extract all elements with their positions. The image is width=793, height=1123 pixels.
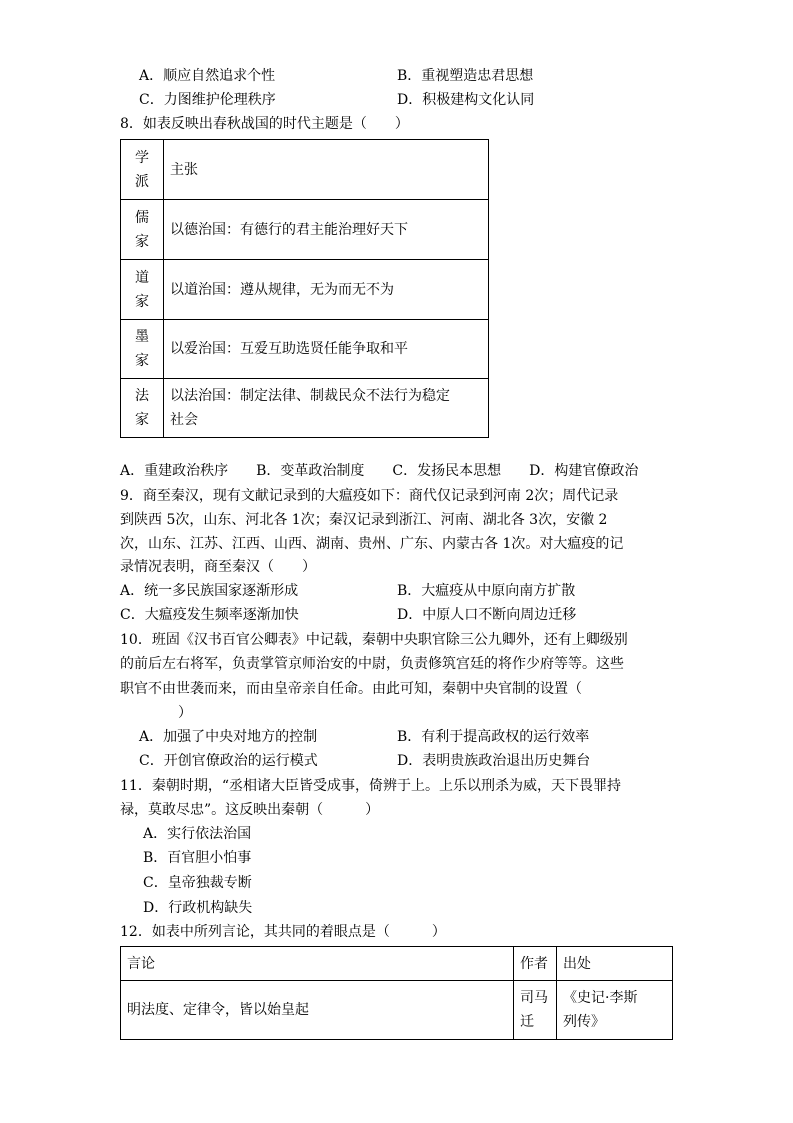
q10-line-4: ） bbox=[178, 705, 192, 721]
q9-line-3: 次，山东、江苏、江西、山西、湖南、贵州、广东、内蒙古各 1次。对大瘟疫的记 bbox=[120, 536, 624, 552]
table-cell: 道 家 bbox=[121, 260, 164, 320]
q8-stem: 8．如表反映出春秋战国的时代主题是（ ） bbox=[120, 116, 409, 132]
q11-option-b: B．百官胆小怕事 bbox=[143, 850, 252, 866]
table-cell: 主张 bbox=[164, 140, 489, 200]
table-cell: 法 家 bbox=[121, 379, 164, 438]
q9-option-d: D．中原人口不断向周边迁移 bbox=[397, 607, 577, 623]
q10-option-b: B．有利于提高政权的运行效率 bbox=[397, 729, 590, 745]
q9-option-a: A．统一多民族国家逐渐形成 bbox=[120, 583, 299, 599]
table-row bbox=[121, 947, 673, 981]
q9-option-c: C．大瘟疫发生频率逐渐加快 bbox=[120, 607, 299, 623]
table-cell: 明法度、定律令，皆以始皇起 bbox=[121, 981, 514, 1040]
table-cell: 言论 bbox=[121, 947, 514, 981]
table-cell: 作者 bbox=[514, 947, 557, 981]
q9-option-b: B．大瘟疫从中原向南方扩散 bbox=[397, 583, 576, 599]
q11-option-d: D．行政机构缺失 bbox=[143, 900, 253, 916]
q7-option-c: C．力图维护伦理秩序 bbox=[139, 92, 276, 108]
table-cell: 以德治国：有德行的君主能治理好天下 bbox=[164, 200, 489, 260]
table-cell: 墨 家 bbox=[121, 320, 164, 379]
q10-option-a: A．加强了中央对地方的控制 bbox=[139, 729, 318, 745]
table-row bbox=[121, 320, 489, 379]
table-cell: 以道治国：遵从规律，无为而无不为 bbox=[164, 260, 489, 320]
q7-option-b: B．重视塑造忠君思想 bbox=[397, 68, 534, 84]
table-row bbox=[121, 260, 489, 320]
q11-line-1: 11．秦朝时期，“丞相诸大臣皆受成事，倚辨于上。上乐以刑杀为威，天下畏罪持 bbox=[120, 778, 621, 794]
q8-options: A．重建政治秩序 B．变革政治制度 C．发扬民本思想 D．构建官僚政治 bbox=[120, 463, 639, 479]
q10-line-2: 的前后左右将军，负责掌管京师治安的中尉，负责修筑宫廷的将作少府等等。这些 bbox=[120, 656, 624, 672]
q10-line-3: 职官不由世袭而来，而由皇帝亲自任命。由此可知，秦朝中央官制的设置（ bbox=[120, 681, 582, 697]
table-cell: 以法治国：制定法律、制裁民众不法行为稳定 社会 bbox=[164, 379, 489, 438]
q7-option-a: A．顺应自然追求个性 bbox=[139, 68, 276, 84]
q11-line-2: 禄，莫敢尽忠”。这反映出秦朝（ ） bbox=[120, 802, 380, 818]
table-cell: 儒 家 bbox=[121, 200, 164, 260]
table-row bbox=[121, 379, 489, 438]
table-cell: 《史记·李斯 列传》 bbox=[557, 981, 673, 1040]
table-row bbox=[121, 140, 489, 200]
q11-option-c: C．皇帝独裁专断 bbox=[143, 875, 252, 891]
table-cell: 以爱治国：互爱互助选贤任能争取和平 bbox=[164, 320, 489, 379]
table-cell: 出处 bbox=[557, 947, 673, 981]
q10-line-1: 10．班固《汉书百官公卿表》中记载，秦朝中央职官除三公九卿外，还有上卿级别 bbox=[120, 632, 628, 648]
q8-table bbox=[120, 139, 489, 438]
q10-option-c: C．开创官僚政治的运行模式 bbox=[139, 753, 318, 769]
q12-table bbox=[120, 946, 673, 1040]
q9-line-4: 录情况表明，商至秦汉（ ） bbox=[120, 559, 316, 575]
table-row bbox=[121, 981, 673, 1040]
table-cell: 学 派 bbox=[121, 140, 164, 200]
q10-option-d: D．表明贵族政治退出历史舞台 bbox=[397, 753, 591, 769]
table-cell: 司马 迁 bbox=[514, 981, 557, 1040]
q9-line-1: 9．商至秦汉，现有文献记录到的大瘟疫如下：商代仅记录到河南 2次；周代记录 bbox=[120, 488, 619, 504]
q11-option-a: A．实行依法治国 bbox=[143, 826, 252, 842]
q9-line-2: 到陕西 5次，山东、河北各 1次；秦汉记录到浙江、河南、湖北各 3次，安徽 2 bbox=[120, 512, 608, 528]
q7-option-d: D．积极建构文化认同 bbox=[397, 92, 535, 108]
q12-stem: 12．如表中所列言论，其共同的着眼点是（ ） bbox=[120, 924, 446, 940]
table-row bbox=[121, 200, 489, 260]
